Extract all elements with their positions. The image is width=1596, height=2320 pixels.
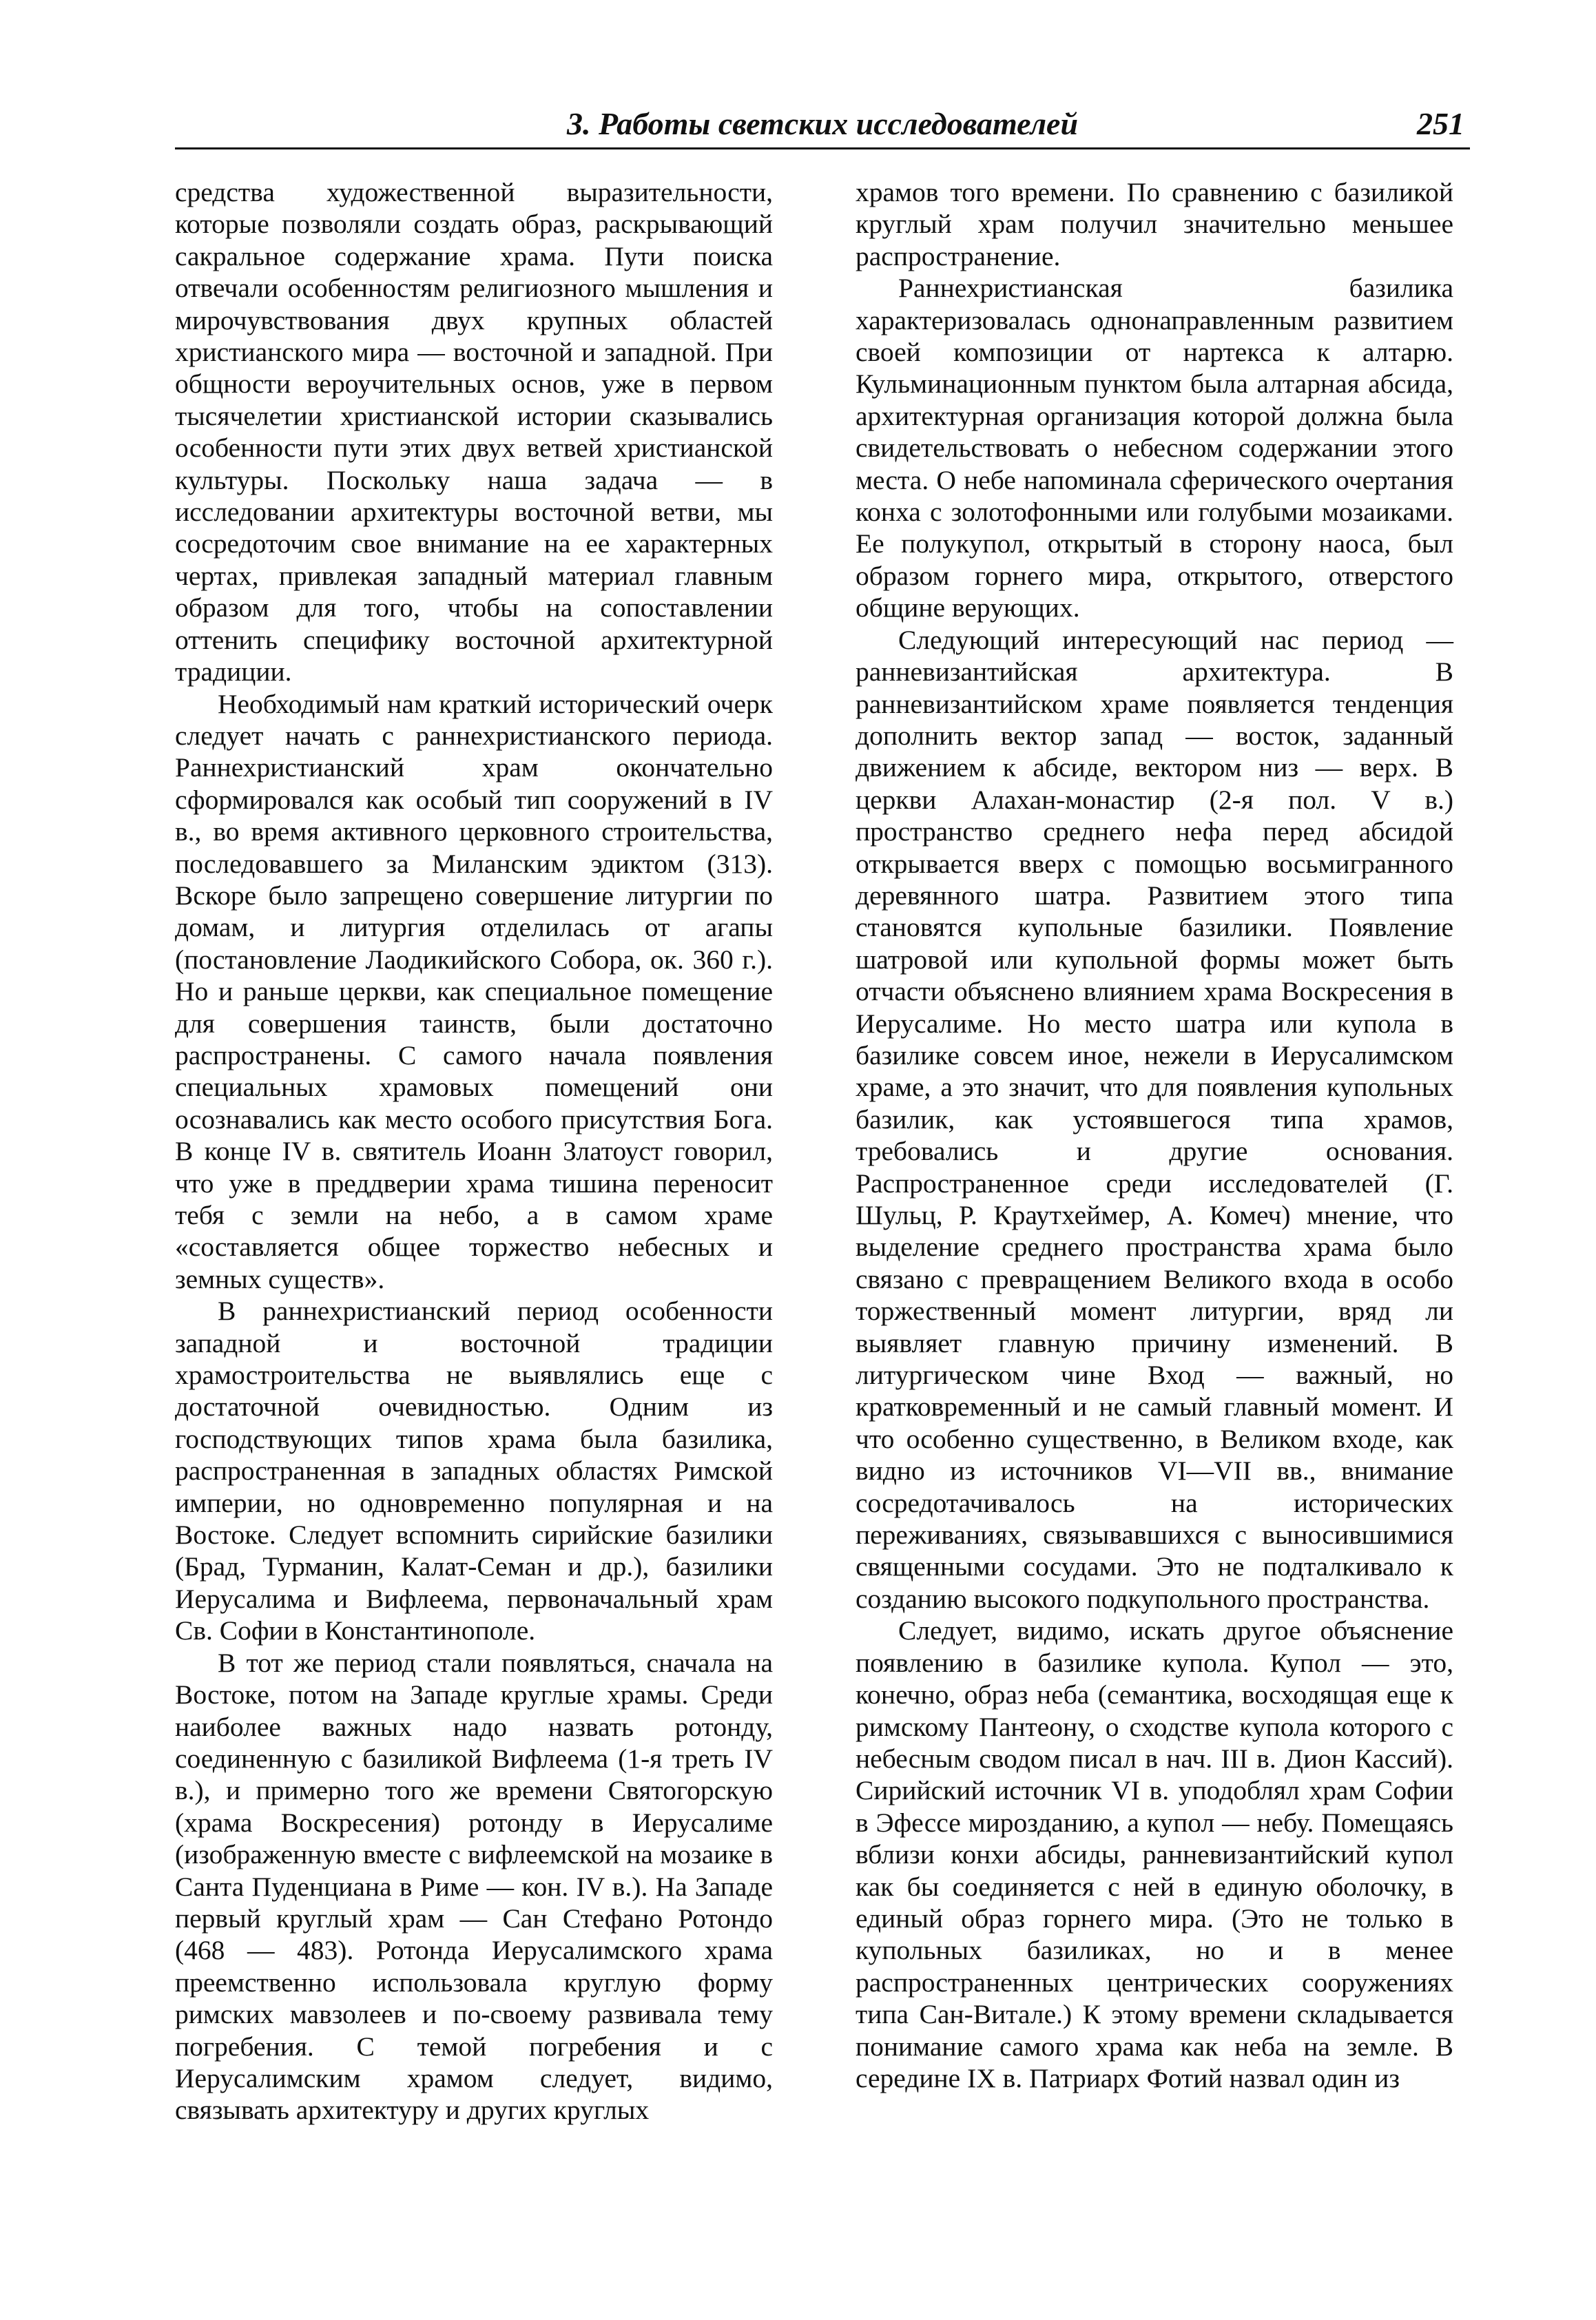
- right-column: [856, 176, 1453, 2094]
- running-head: [175, 103, 1470, 149]
- paragraph: Необходимый нам краткий исторический очерк следует начать с раннехристианского периода. Раннехристианский храм окончательно сформировался как особый тип сооружений в IV в., во время активного церковного строительства, последовавшего за Миланским эдиктом (313). Вскоре было запрещено совершение литургии по домам, и литургия отделилась от агапы (постановление Лаодикийского Собора, ок. 360 г.). Но и раньше церкви, как специальное помещение для совершения таинств, были достаточно распространены. С самого начала появления специальных храмовых помещений они осознавались как место особого присутствия Бога. В конце IV в. святитель Иоанн Златоуст говорил, что уже в преддверии храма тишина переносит тебя с земли на небо, а в самом храме «составляется общее торжество небесных и земных существ».: [175, 688, 773, 1294]
- paragraph: В тот же период стали появляться, сначала на Востоке, потом на Западе круглые храмы. Среди наиболее важных надо назвать ротонду, соединенную с базиликой Вифлеема (1-я треть IV в.), и примерно того же времени Святогорскую (храма Воскресения) ротонду в Иерусалиме (изображенную вместе с вифлеемской на мозаике в Санта Пуденциана в Риме — кон. IV в.). На Западе первый круглый храм — Сан Стефано Ротондо (468 — 483). Ротонда Иерусалимского храма преемственно использовала круглую форму римских мавзолеев и по-своему развивала тему погребения. С темой погребения и с Иерусалимским храмом следует, видимо, связывать архитектуру и других круглых: [175, 1647, 773, 2126]
- paragraph: Раннехристианская базилика характеризовалась однонаправленным развитием своей композиции от нартекса к алтарю. Кульминационным пунктом была алтарная абсида, архитектурная организация которой должна была свидетельствовать о небесном содержании этого места. О небе напоминала сферического очертания конха с золотофонными или голубыми мозаиками. Ее полукупол, открытый в сторону наоса, был образом горнего мира, открытого, отверстого общине верующих.: [856, 273, 1453, 623]
- paragraph: Следующий интересующий нас период — ранневизантийская архитектура. В ранневизантийском храме появляется тенденция дополнить вектор запад — восток, заданный движением к абсиде, вектором низ — верх. В церкви Алахан-монастир (2-я пол. V в.) пространство среднего нефа перед абсидой открывается вверх с помощью восьмигранного деревянного шатра. Развитием этого типа становятся купольные базилики. Появление шатровой или купольной формы может быть отчасти объяснено влиянием храма Воскресения в Иерусалиме. Но место шатра или купола в базилике совсем иное, нежели в Иерусалимском храме, а это значит, что для появления купольных базилик, как устоявшегося типа храмов, требовались и другие основания. Распространенное среди исследователей (Г. Шульц, Р. Краутхеймер, А. Комеч) мнение, что выделение среднего пространства храма было связано с превращением Великого входа в особо торжественный момент литургии, вряд ли выявляет главную причину изменений. В литургическом чине Вход — важный, но кратковременный и не самый главный момент. И что особенно существенно, в Великом входе, как видно из источников VI—VII вв., внимание сосредотачивалось на исторических переживаниях, связывавшихся с выносившимися священными сосудами. Это не подталкивало к созданию высокого подкупольного пространства.: [856, 624, 1453, 1614]
- paragraph: В раннехристианский период особенности западной и восточной традиции храмостроительства не выявлялись еще с достаточной очевидностью. Одним из господствующих типов храма была базилика, распространенная в западных областях Римской империи, но одновременно популярная и на Востоке. Следует вспомнить сирийские базилики (Брад, Турманин, Калат-Семан и др.), базилики Иерусалима и Вифлеема, первоначальный храм Св. Софии в Константинополе.: [175, 1296, 773, 1646]
- page-number: 251: [1417, 106, 1464, 141]
- left-column: [175, 176, 773, 2126]
- paragraph: храмов того времени. По сравнению с базиликой круглый храм получил значительно меньшее распространение.: [856, 177, 1453, 271]
- running-head-title: 3. Работы светских исследователей: [566, 106, 1079, 141]
- paragraph: средства художественной выразительности, которые позволяли создать образ, раскрывающий сакральное содержание храма. Пути поиска отвечали особенностям религиозного мышления и мирочувствования двух крупных областей христианского мира — восточной и западной. При общности вероучительных основ, уже в первом тысячелетии христианской истории сказывались особенности пути этих двух ветвей христианской культуры. Поскольку наша задача — в исследовании архитектуры восточной ветви, мы сосредоточим свое внимание на ее характерных чертах, привлекая западный материал главным образом для того, чтобы на сопоставлении оттенить специфику восточной архитектурной традиции.: [175, 177, 773, 687]
- paragraph: Следует, видимо, искать другое объяснение появлению в базилике купола. Купол — это, конечно, образ неба (семантика, восходящая еще к римскому Пантеону, о сходстве купола которого с небесным сводом писал в нач. III в. Дион Кассий). Сирийский источник VI в. уподоблял храм Софии в Эфессе мирозданию, а купол — небу. Помещаясь вблизи конхи абсиды, ранневизантийский купол как бы соединяется с ней в единую оболочку, в единый образ горнего мира. (Это не только в купольных базиликах, но и в менее распространенных центрических сооружениях типа Сан-Витале.) К этому времени складывается понимание самого храма как неба на земле. В середине IX в. Патриарх Фотий назвал один из: [856, 1615, 1453, 2093]
